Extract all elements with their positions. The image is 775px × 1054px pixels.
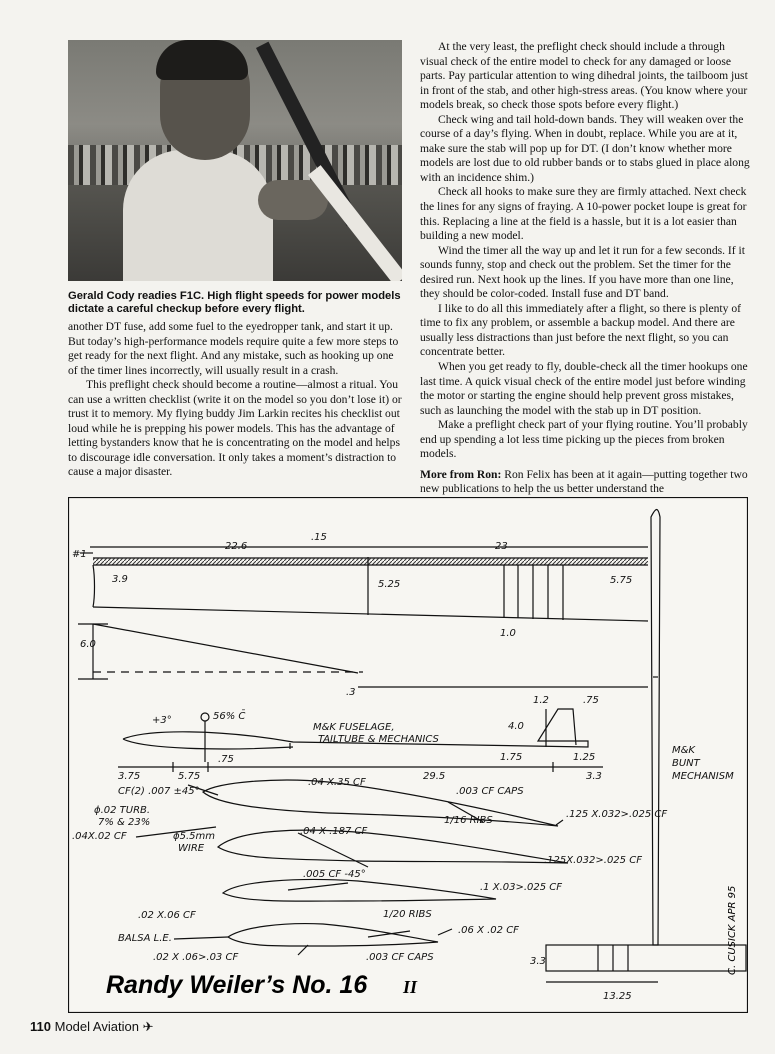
dim-label: .02 X .06>.03 CF: [153, 952, 239, 963]
magazine-name: Model Aviation: [54, 1019, 139, 1034]
paragraph: This preflight check should become a routine—almost a ritual. You can use a written checklist (write it on the model so you don’t lose it) or trust it to memory. My flying buddy Jim Larkin recites his checklist out loud while he is prepping his power models. This has the advantage of letting bystanders know that he is concentrating on the model and helps to discourage idle conversation. It only takes a moment’s distraction to cause a major disaster.: [68, 378, 402, 479]
dim-label: BUNT: [672, 758, 700, 769]
dim-label: 5.75: [610, 575, 633, 586]
dim-label: .1 X.03>.025 CF: [480, 882, 563, 893]
dim-label: 5.75: [178, 771, 201, 782]
dim-label: ϕ5.5mm: [173, 831, 215, 842]
dim-label: 1.75: [500, 752, 523, 763]
photo-gerald-cody: [68, 40, 402, 281]
dim-label: MECHANISM: [672, 771, 734, 782]
subhead: More from Ron:: [420, 467, 502, 481]
dim-label: 29.5: [423, 771, 446, 782]
airplane-icon: ✈: [142, 1019, 154, 1034]
dim-label: .005 CF -45°: [303, 869, 366, 880]
page-footer: [30, 1019, 153, 1035]
dim-label: 56% C̄: [213, 711, 246, 722]
dim-label: .02 X.06 CF: [138, 910, 196, 921]
dim-label: 1.2: [533, 695, 549, 706]
paragraph-text: Ron Felix has been at it again—putting together two new publications to help the us better understand the: [420, 467, 748, 496]
dim-label: 3.9: [112, 574, 128, 585]
dim-label: TAILTUBE & MECHANICS: [318, 734, 439, 745]
paragraph: At the very least, the preflight check should include a through visual check of the entire model to check for any damaged or loose parts. Pay particular attention to wing dihedral joints, the tailboom just in front of the stab, and other high-stress areas. (You know where your models break, so check those spots before every flight.): [420, 40, 748, 112]
page-number: 110: [30, 1019, 51, 1034]
paragraph: Check wing and tail hold-down bands. They will weaken over the course of a day’s flying. When in doubt, replace. While you are at it, make sure the stab will pop up for DT. (I don’t know whether more models are lost due to old rubber bands or to stabs glued in place along with an incidence shim.): [420, 112, 750, 184]
dim-label: .75: [583, 695, 599, 706]
dim-label: M&K FUSELAGE,: [313, 722, 395, 733]
paragraph: I like to do all this immediately after a flight, so there is plenty of time to fix any problem, or assemble a backup model. And there are usually less distractions than just before the next flight, so you can concentrate better.: [420, 301, 741, 359]
dim-label: +3°: [152, 715, 172, 726]
dim-label: 1.25: [573, 752, 596, 763]
dim-label: 1.0: [500, 628, 516, 639]
dim-label: 22.6: [225, 541, 248, 552]
article-column-right: [420, 40, 750, 497]
dim-label: WIRE: [178, 843, 205, 854]
dim-label: .125X.032>.025 CF: [544, 855, 642, 866]
dim-label: BALSA L.E.: [118, 933, 172, 944]
dim-label: .125 X.032>.025 CF: [566, 809, 668, 820]
dim-label: #1: [72, 549, 87, 560]
dim-label: ϕ.02 TURB.: [94, 805, 151, 816]
dim-label: .003 CF CAPS: [366, 952, 434, 963]
paragraph: another DT fuse, add some fuel to the eyedropper tank, and start it up. But today’s high-performance models require quite a few more steps to get ready for the next flight. And any mistake, such as hooking up one of the timer lines incorrectly, will usually result in a crash.: [68, 320, 399, 377]
dim-label: 3.75: [118, 771, 141, 782]
dim-label: .04 X.35 CF: [308, 777, 366, 788]
dim-label: 7% & 23%: [98, 817, 151, 828]
dim-label: 5.25: [378, 579, 401, 590]
dim-label: 6.0: [80, 639, 96, 650]
dim-label: 3.3: [530, 956, 546, 967]
paragraph: Check all hooks to make sure they are firmly attached. Next check the lines for any signs of fraying. A 10-power pocket loupe is great for this. Replacing a line at the field is a hassle, but it is a lot easier than building a new model.: [420, 185, 747, 243]
paragraph: Wind the timer all the way up and let it run for a few seconds. If it sounds funny, stop and check out the problem. Set the timer for the desired run. Next hook up the lines. If you have more than one line, they should be color-coded. Install fuse and DT band.: [420, 243, 745, 301]
drawing-title-suffix: II: [403, 977, 418, 997]
paragraph-more-from-ron: [420, 468, 750, 497]
dim-label: 1/16 RIBS: [444, 815, 493, 826]
photo-caption: Gerald Cody readies F1C. High flight speeds for power models dictate a careful checkup before every flight.: [68, 290, 401, 315]
dim-label: 4.0: [508, 721, 524, 732]
dim-label: .04 X .187 CF: [300, 826, 368, 837]
paragraph: When you get ready to fly, double-check all the timer hookups one last time. A quick visual check of the entire model just before winding the motor or starting the engine should help prevent gross mistakes, such as launching the model with the stab up in DT position.: [420, 360, 748, 417]
dim-label: 13.25: [603, 991, 632, 1002]
dim-label: .3: [346, 687, 356, 698]
dim-label: CF(2) .007 ±45°: [118, 786, 200, 797]
dim-label: 1/20 RIBS: [383, 909, 432, 920]
paragraph: Make a preflight check part of your flying routine. You’ll probably end up spending a lot less time picking up the pieces from broken models.: [420, 418, 748, 461]
dim-label: .75: [218, 754, 234, 765]
signature: C. CUSICK APR 95: [727, 885, 738, 975]
drawing-title: Randy Weiler’s No. 16: [106, 971, 368, 999]
dim-label: .003 CF CAPS: [456, 786, 524, 797]
dim-label: .04X.02 CF: [72, 831, 127, 842]
dim-label: M&K: [672, 745, 695, 756]
article-column-left: [68, 320, 403, 480]
dim-label: .06 X .02 CF: [458, 925, 519, 936]
dim-label: .15: [311, 532, 327, 543]
plans-drawing: [68, 497, 748, 1013]
dim-label: 3.3: [586, 771, 602, 782]
dim-label: 23: [495, 541, 508, 552]
